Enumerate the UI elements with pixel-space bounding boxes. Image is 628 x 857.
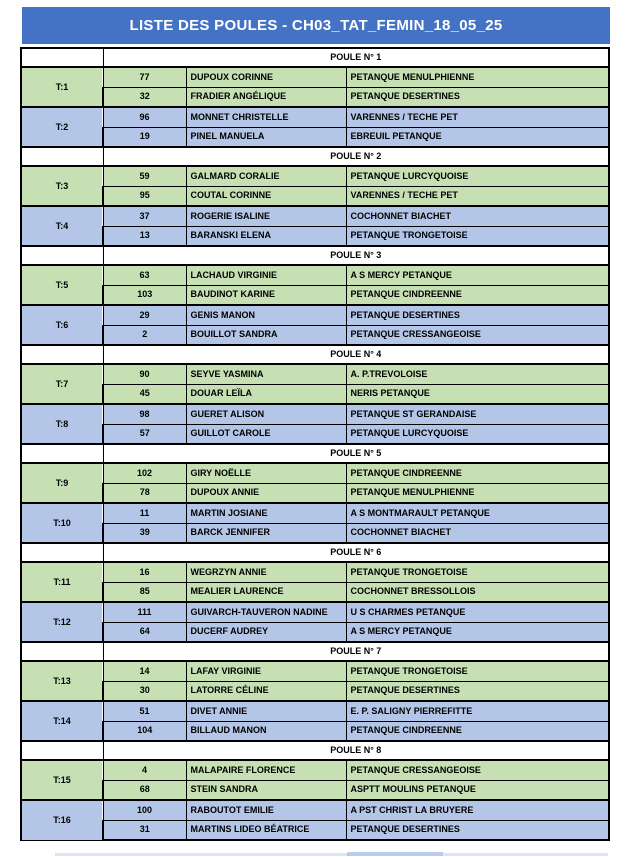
player-row bbox=[21, 820, 609, 840]
player-name-cell: GIRY NOËLLE bbox=[186, 463, 346, 483]
player-club-cell: PETANQUE LURCYQUOISE bbox=[346, 424, 609, 444]
player-club-cell: A PST CHRIST LA BRUYERE bbox=[346, 800, 609, 820]
player-row bbox=[21, 562, 609, 582]
player-club-cell: ASPTT MOULINS PETANQUE bbox=[346, 780, 609, 800]
pools-table bbox=[20, 47, 610, 841]
player-number-cell: 30 bbox=[103, 681, 186, 701]
player-number-cell: 77 bbox=[103, 67, 186, 87]
pool-header-row bbox=[21, 345, 609, 364]
player-name-cell: BILLAUD MANON bbox=[186, 721, 346, 741]
terrain-cell: T:8 bbox=[21, 404, 103, 444]
player-name-cell: DUPOUX CORINNE bbox=[186, 67, 346, 87]
player-club-cell: A S MERCY PETANQUE bbox=[346, 622, 609, 642]
player-row bbox=[21, 364, 609, 384]
pool-separator-cell bbox=[21, 543, 103, 562]
player-name-cell: BAUDINOT KARINE bbox=[186, 285, 346, 305]
terrain-cell: T:13 bbox=[21, 661, 103, 701]
player-club-cell: COCHONNET BIACHET bbox=[346, 206, 609, 226]
terrain-cell: T:1 bbox=[21, 67, 103, 107]
player-number-cell: 111 bbox=[103, 602, 186, 622]
pool-header-row bbox=[21, 48, 609, 67]
player-club-cell: PETANQUE DESERTINES bbox=[346, 87, 609, 107]
player-row bbox=[21, 166, 609, 186]
player-row bbox=[21, 424, 609, 444]
terrain-cell: T:9 bbox=[21, 463, 103, 503]
pool-label: POULE N° 3 bbox=[103, 246, 609, 265]
player-club-cell: U S CHARMES PETANQUE bbox=[346, 602, 609, 622]
pool-label: POULE N° 2 bbox=[103, 147, 609, 166]
pool-header-row bbox=[21, 741, 609, 760]
player-name-cell: BARCK JENNIFER bbox=[186, 523, 346, 543]
player-number-cell: 68 bbox=[103, 780, 186, 800]
player-name-cell: SEYVE YASMINA bbox=[186, 364, 346, 384]
player-club-cell: PETANQUE MENULPHIENNE bbox=[346, 483, 609, 503]
pool-separator-cell bbox=[21, 48, 103, 67]
player-number-cell: 85 bbox=[103, 582, 186, 602]
player-club-cell: PETANQUE CRESSANGEOISE bbox=[346, 760, 609, 780]
pool-separator-cell bbox=[21, 246, 103, 265]
player-number-cell: 104 bbox=[103, 721, 186, 741]
player-name-cell: BOUILLOT SANDRA bbox=[186, 325, 346, 345]
pool-header-row bbox=[21, 246, 609, 265]
player-name-cell: GUERET ALISON bbox=[186, 404, 346, 424]
player-name-cell: LAFAY VIRGINIE bbox=[186, 661, 346, 681]
player-name-cell: RABOUTOT EMILIE bbox=[186, 800, 346, 820]
pool-separator-cell bbox=[21, 444, 103, 463]
player-club-cell: PETANQUE DESERTINES bbox=[346, 820, 609, 840]
player-number-cell: 32 bbox=[103, 87, 186, 107]
player-number-cell: 98 bbox=[103, 404, 186, 424]
player-row bbox=[21, 107, 609, 127]
page-title: LISTE DES POULES - CH03_TAT_FEMIN_18_05_25 bbox=[22, 7, 610, 44]
player-name-cell: DUCERF AUDREY bbox=[186, 622, 346, 642]
pools-table-body bbox=[21, 48, 609, 840]
player-club-cell: E. P. SALIGNY PIERREFITTE bbox=[346, 701, 609, 721]
player-club-cell: PETANQUE CINDREENNE bbox=[346, 721, 609, 741]
player-name-cell: MARTINS LIDEO BÉATRICE bbox=[186, 820, 346, 840]
player-row bbox=[21, 602, 609, 622]
player-number-cell: 13 bbox=[103, 226, 186, 246]
player-name-cell: MALAPAIRE FLORENCE bbox=[186, 760, 346, 780]
terrain-cell: T:5 bbox=[21, 265, 103, 305]
player-number-cell: 51 bbox=[103, 701, 186, 721]
player-club-cell: PETANQUE TRONGETOISE bbox=[346, 562, 609, 582]
player-name-cell: WEGRZYN ANNIE bbox=[186, 562, 346, 582]
player-club-cell: PETANQUE ST GERANDAISE bbox=[346, 404, 609, 424]
player-row bbox=[21, 780, 609, 800]
player-number-cell: 63 bbox=[103, 265, 186, 285]
player-row bbox=[21, 384, 609, 404]
player-number-cell: 64 bbox=[103, 622, 186, 642]
player-club-cell: COCHONNET BIACHET bbox=[346, 523, 609, 543]
player-club-cell: PETANQUE CRESSANGEOISE bbox=[346, 325, 609, 345]
player-number-cell: 19 bbox=[103, 127, 186, 147]
player-number-cell: 96 bbox=[103, 107, 186, 127]
player-number-cell: 11 bbox=[103, 503, 186, 523]
player-row bbox=[21, 463, 609, 483]
player-club-cell: PETANQUE TRONGETOISE bbox=[346, 661, 609, 681]
player-row bbox=[21, 622, 609, 642]
player-row bbox=[21, 721, 609, 741]
player-club-cell: VARENNES / TECHE PET bbox=[346, 107, 609, 127]
player-name-cell: GUILLOT CAROLE bbox=[186, 424, 346, 444]
player-name-cell: COUTAL CORINNE bbox=[186, 186, 346, 206]
player-number-cell: 29 bbox=[103, 305, 186, 325]
player-row bbox=[21, 265, 609, 285]
terrain-cell: T:3 bbox=[21, 166, 103, 206]
player-row bbox=[21, 206, 609, 226]
player-club-cell: PETANQUE LURCYQUOISE bbox=[346, 166, 609, 186]
pool-label: POULE N° 8 bbox=[103, 741, 609, 760]
pool-separator-cell bbox=[21, 345, 103, 364]
player-name-cell: LACHAUD VIRGINIE bbox=[186, 265, 346, 285]
player-number-cell: 95 bbox=[103, 186, 186, 206]
player-name-cell: MONNET CHRISTELLE bbox=[186, 107, 346, 127]
player-name-cell: DOUAR LEÏLA bbox=[186, 384, 346, 404]
pool-separator-cell bbox=[21, 642, 103, 661]
player-club-cell: A S MERCY PETANQUE bbox=[346, 265, 609, 285]
player-club-cell: EBREUIL PETANQUE bbox=[346, 127, 609, 147]
terrain-cell: T:10 bbox=[21, 503, 103, 543]
pool-separator-cell bbox=[21, 741, 103, 760]
player-number-cell: 100 bbox=[103, 800, 186, 820]
player-number-cell: 4 bbox=[103, 760, 186, 780]
player-number-cell: 78 bbox=[103, 483, 186, 503]
player-name-cell: GENIS MANON bbox=[186, 305, 346, 325]
next-page-edge bbox=[55, 853, 608, 856]
player-row bbox=[21, 800, 609, 820]
player-row bbox=[21, 483, 609, 503]
terrain-cell: T:11 bbox=[21, 562, 103, 602]
player-club-cell: NERIS PETANQUE bbox=[346, 384, 609, 404]
pool-header-row bbox=[21, 444, 609, 463]
player-row bbox=[21, 305, 609, 325]
player-club-cell: PETANQUE DESERTINES bbox=[346, 681, 609, 701]
pool-header-row bbox=[21, 543, 609, 562]
player-row bbox=[21, 681, 609, 701]
player-number-cell: 57 bbox=[103, 424, 186, 444]
player-club-cell: VARENNES / TECHE PET bbox=[346, 186, 609, 206]
player-club-cell: PETANQUE MENULPHIENNE bbox=[346, 67, 609, 87]
player-club-cell: PETANQUE DESERTINES bbox=[346, 305, 609, 325]
player-number-cell: 2 bbox=[103, 325, 186, 345]
player-number-cell: 14 bbox=[103, 661, 186, 681]
player-number-cell: 45 bbox=[103, 384, 186, 404]
player-name-cell: DUPOUX ANNIE bbox=[186, 483, 346, 503]
player-name-cell: DIVET ANNIE bbox=[186, 701, 346, 721]
player-number-cell: 103 bbox=[103, 285, 186, 305]
player-number-cell: 16 bbox=[103, 562, 186, 582]
player-row bbox=[21, 523, 609, 543]
terrain-cell: T:7 bbox=[21, 364, 103, 404]
player-number-cell: 37 bbox=[103, 206, 186, 226]
player-club-cell: PETANQUE CINDREENNE bbox=[346, 285, 609, 305]
player-row bbox=[21, 226, 609, 246]
terrain-cell: T:15 bbox=[21, 760, 103, 800]
player-row bbox=[21, 404, 609, 424]
pool-header-row bbox=[21, 642, 609, 661]
player-name-cell: BARANSKI ELENA bbox=[186, 226, 346, 246]
pool-label: POULE N° 1 bbox=[103, 48, 609, 67]
player-name-cell: ROGERIE ISALINE bbox=[186, 206, 346, 226]
player-row bbox=[21, 67, 609, 87]
player-name-cell: FRADIER ANGÉLIQUE bbox=[186, 87, 346, 107]
player-name-cell: LATORRE CÉLINE bbox=[186, 681, 346, 701]
terrain-cell: T:6 bbox=[21, 305, 103, 345]
player-row bbox=[21, 325, 609, 345]
player-row bbox=[21, 127, 609, 147]
pool-label: POULE N° 5 bbox=[103, 444, 609, 463]
player-row bbox=[21, 661, 609, 681]
pool-label: POULE N° 6 bbox=[103, 543, 609, 562]
player-row bbox=[21, 285, 609, 305]
terrain-cell: T:12 bbox=[21, 602, 103, 642]
player-number-cell: 31 bbox=[103, 820, 186, 840]
player-number-cell: 59 bbox=[103, 166, 186, 186]
player-name-cell: MEALIER LAURENCE bbox=[186, 582, 346, 602]
player-number-cell: 90 bbox=[103, 364, 186, 384]
player-row bbox=[21, 503, 609, 523]
player-name-cell: STEIN SANDRA bbox=[186, 780, 346, 800]
pool-label: POULE N° 7 bbox=[103, 642, 609, 661]
player-row bbox=[21, 87, 609, 107]
player-name-cell: GUIVARCH-TAUVERON NADINE bbox=[186, 602, 346, 622]
pool-header-row bbox=[21, 147, 609, 166]
player-name-cell: PINEL MANUELA bbox=[186, 127, 346, 147]
player-row bbox=[21, 760, 609, 780]
player-club-cell: A S MONTMARAULT PETANQUE bbox=[346, 503, 609, 523]
player-club-cell: A. P.TREVOLOISE bbox=[346, 364, 609, 384]
player-name-cell: MARTIN JOSIANE bbox=[186, 503, 346, 523]
terrain-cell: T:2 bbox=[21, 107, 103, 147]
player-number-cell: 39 bbox=[103, 523, 186, 543]
player-number-cell: 102 bbox=[103, 463, 186, 483]
player-name-cell: GALMARD CORALIE bbox=[186, 166, 346, 186]
pool-separator-cell bbox=[21, 147, 103, 166]
player-club-cell: PETANQUE TRONGETOISE bbox=[346, 226, 609, 246]
terrain-cell: T:16 bbox=[21, 800, 103, 840]
player-row bbox=[21, 582, 609, 602]
next-page-edge-highlight bbox=[347, 852, 443, 856]
player-club-cell: PETANQUE CINDREENNE bbox=[346, 463, 609, 483]
terrain-cell: T:4 bbox=[21, 206, 103, 246]
player-club-cell: COCHONNET BRESSOLLOIS bbox=[346, 582, 609, 602]
terrain-cell: T:14 bbox=[21, 701, 103, 741]
player-row bbox=[21, 701, 609, 721]
pool-label: POULE N° 4 bbox=[103, 345, 609, 364]
player-row bbox=[21, 186, 609, 206]
